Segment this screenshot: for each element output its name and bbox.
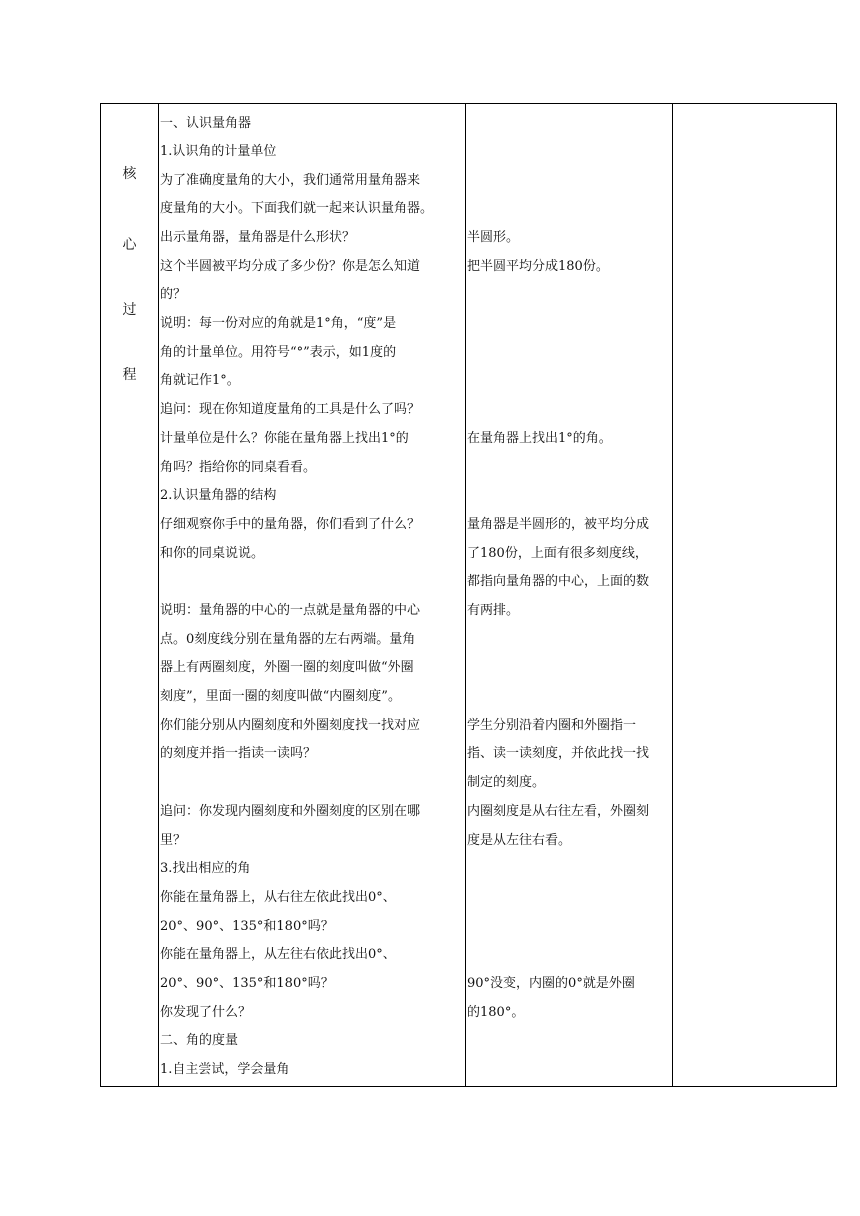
teacher-line: 二、角的度量 xyxy=(160,1033,239,1048)
teacher-line: 度量角的大小。下面我们就一起来认识量角器。 xyxy=(160,201,434,216)
teacher-line: 角的计量单位。用符号“°”表示，如1度的 xyxy=(160,345,397,360)
teacher-line: 点。0刻度线分别在量角器的左右两端。量角 xyxy=(160,632,416,647)
student-line: 90°没变，内圈的0°就是外圈 xyxy=(467,976,635,991)
teacher-line: 说明：量角器的中心的一点就是量角器的中心 xyxy=(160,603,421,618)
teacher-line: 计量单位是什么？你能在量角器上找出1°的 xyxy=(160,431,409,446)
student-line: 了180份，上面有很多刻度线， xyxy=(467,546,648,561)
student-line: 都指向量角器的中心，上面的数 xyxy=(467,574,650,589)
student-line: 的180°。 xyxy=(467,1005,525,1020)
column-divider xyxy=(465,104,466,1086)
teacher-line: 的刻度并指一指读一读吗？ xyxy=(160,746,317,761)
teacher-line: 和你的同桌说说。 xyxy=(160,546,265,561)
notes-column xyxy=(674,104,836,1086)
teacher-line: 追问：你发现内圈刻度和外圈刻度的区别在哪 xyxy=(160,804,421,819)
student-line: 指、读一读刻度，并依此找一找 xyxy=(467,746,650,761)
teacher-line: 刻度”，里面一圈的刻度叫做“内圈刻度”。 xyxy=(160,689,401,704)
teacher-line: 3.找出相应的角 xyxy=(160,861,251,876)
student-line: 半圆形。 xyxy=(467,230,520,245)
student-line: 量角器是半圆形的，被平均分成 xyxy=(467,517,650,532)
teacher-line: 追问：现在你知道度量角的工具是什么了吗？ xyxy=(160,402,421,417)
teacher-line: 这个半圆被平均分成了多少份？你是怎么知道 xyxy=(160,259,421,274)
teacher-line: 的？ xyxy=(160,287,187,302)
student-line: 学生分别沿着内圈和外圈指一 xyxy=(467,718,637,733)
column-divider xyxy=(672,104,673,1086)
teacher-line: 2.认识量角器的结构 xyxy=(160,488,277,503)
student-line: 把半圆平均分成180份。 xyxy=(467,259,609,274)
student-line: 在量角器上找出1°的角。 xyxy=(467,431,612,446)
teacher-line: 你们能分别从内圈刻度和外圈刻度找一找对应 xyxy=(160,718,421,733)
teacher-line: 你能在量角器上，从左往右依此找出0°、 xyxy=(160,947,396,962)
teacher-line: 角吗？指给你的同桌看看。 xyxy=(160,460,317,475)
teacher-line: 你能在量角器上，从右往左依此找出0°、 xyxy=(160,890,396,905)
teacher-line: 20°、90°、135°和180°吗？ xyxy=(160,976,334,991)
teacher-line: 角就记作1°。 xyxy=(160,373,240,388)
teacher-line: 说明：每一份对应的角就是1°角，“度”是 xyxy=(160,316,397,331)
column-divider xyxy=(158,104,159,1086)
teacher-line: 出示量角器，量角器是什么形状？ xyxy=(160,230,356,245)
teacher-line: 你发现了什么？ xyxy=(160,1005,252,1020)
lesson-table xyxy=(100,103,837,1087)
teacher-line: 仔细观察你手中的量角器，你们看到了什么？ xyxy=(160,517,421,532)
section-label-char: 过 xyxy=(122,302,137,318)
teacher-line: 1.认识角的计量单位 xyxy=(160,144,277,159)
teacher-line: 里？ xyxy=(160,833,187,848)
teacher-line: 1.自主尝试，学会量角 xyxy=(160,1062,290,1077)
section-label-char: 心 xyxy=(122,237,137,253)
student-line: 度是从左往右看。 xyxy=(467,833,572,848)
student-line: 有两排。 xyxy=(467,603,520,618)
student-line: 内圈刻度是从右往左看，外圈刻 xyxy=(467,804,650,819)
teacher-line: 一、认识量角器 xyxy=(160,116,252,131)
teacher-line: 为了准确度量角的大小，我们通常用量角器来 xyxy=(160,173,421,188)
section-label-char: 程 xyxy=(122,367,137,383)
teacher-line: 器上有两圈刻度，外圈一圈的刻度叫做“外圈 xyxy=(160,660,414,675)
student-activity-column xyxy=(467,104,672,1086)
teacher-line: 20°、90°、135°和180°吗？ xyxy=(160,919,334,934)
teacher-activity-column xyxy=(160,104,465,1086)
student-line: 制定的刻度。 xyxy=(467,775,546,790)
section-label xyxy=(101,104,158,1086)
section-label-char: 核 xyxy=(122,166,137,182)
